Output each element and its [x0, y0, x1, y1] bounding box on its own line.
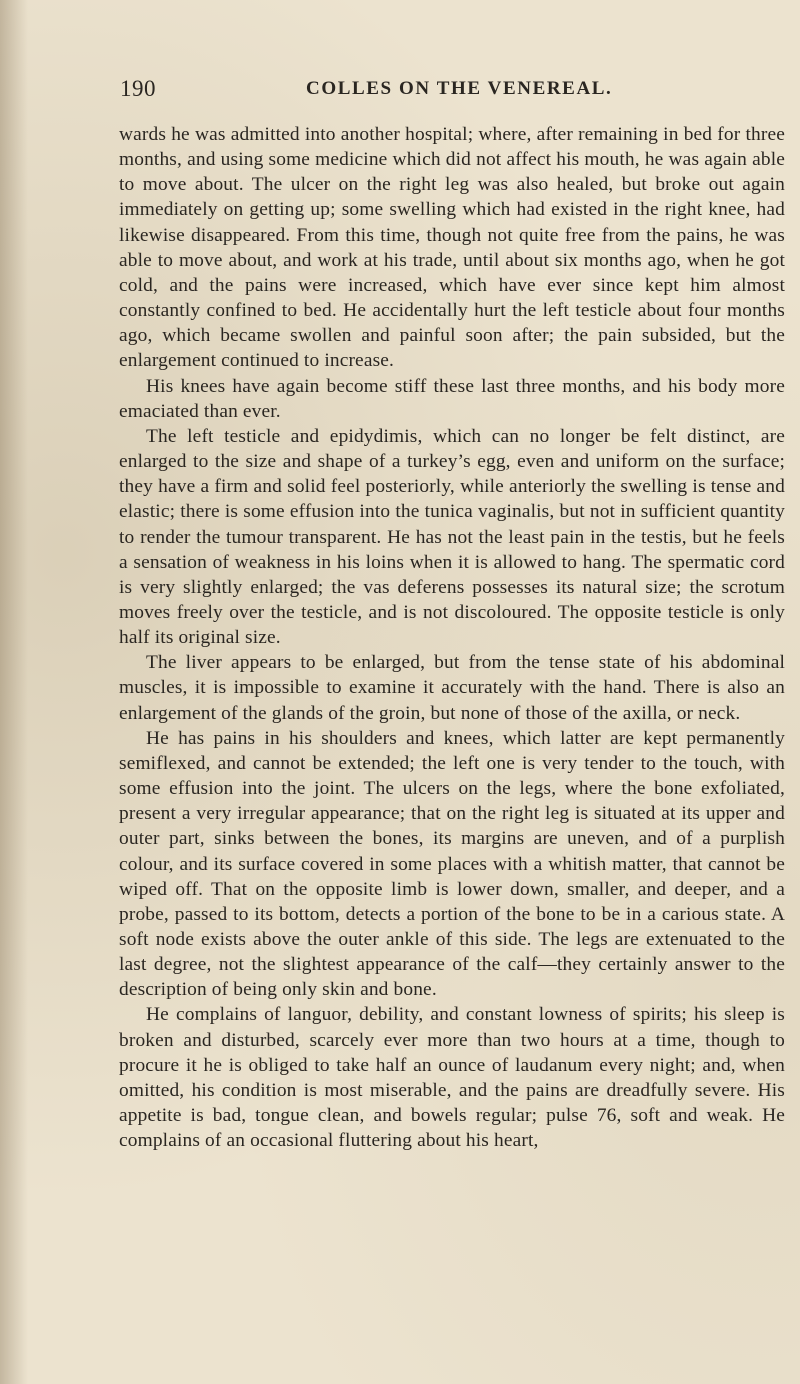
page-header: [120, 76, 790, 106]
paragraph: His knees have again become stiff these last three months, and his body more emaciated than ever.: [119, 375, 785, 422]
body-text: [119, 122, 785, 1153]
paragraph: The left testicle and epidydimis, which can no longer be felt distinct, are enlarged to the size and shape of a turkey’s egg, even and uniform on the surface; they have a firm and solid feel posteriorly, while anteriorly the swelling is tense and elastic; there is some effusion into the tunica vaginalis, but not in sufficient quantity to render the tumour transparent. He has not the least pain in the testis, but he feels a sensation of weakness in his loins when it is allowed to hang. The spermatic cord is very slightly enlarged; the vas deferens possesses its natural size; the scrotum moves freely over the testicle, and is not discoloured. The opposite testicle is only half its original size.: [119, 425, 785, 649]
page-number: 190: [120, 76, 156, 101]
paragraph: The liver appears to be enlarged, but from the tense state of his abdominal muscles, it is impossible to examine it accurately with the hand. There is also an enlargement of the glands of the groin, but none of those of the axilla, or neck.: [119, 652, 785, 724]
page-gutter-shadow: [0, 0, 28, 1384]
running-title: COLLES ON THE VENEREAL.: [306, 78, 613, 99]
paragraph: He has pains in his shoulders and knees, which latter are kept permanently semiflexed, and cannot be extended; the left one is very tender to the touch, with some effusion into the joint. The ulcers on the legs, where the bone exfoliated, present a very irregular appearance; that on the right leg is situated at its upper and outer part, sinks between the bones, its margins are uneven, and of a purplish colour, and its surface covered in some places with a whitish matter, that cannot be wiped off. That on the opposite limb is lower down, smaller, and deeper, and a probe, passed to its bottom, detects a portion of the bone to be in a carious state. A soft node exists above the outer ankle of this side. The legs are extenuated to the last degree, not the slightest appearance of the calf—they certainly answer to the description of being only skin and bone.: [119, 727, 785, 1001]
paragraph: He complains of languor, debility, and constant lowness of spirits; his sleep is broken and disturbed, scarcely ever more than two hours at a time, though to procure it he is obliged to take half an ounce of laudanum every night; and, when omitted, his condition is most miserable, and the pains are dreadfully severe. His appetite is bad, tongue clean, and bowels regular; pulse 76, soft and weak. He complains of an occasional fluttering about his heart,: [119, 1004, 785, 1152]
paragraph-continued: wards he was admitted into another hospital; where, after remaining in bed for three months, and using some medicine which did not affect his mouth, he was again able to move about. The ulcer on the right leg was also healed, but broke out again immediately on getting up; some swelling which had existed in the right knee, had likewise disappeared. From this time, though not quite free from the pains, he was able to move about, and work at his trade, until about six months ago, when he got cold, and the pains were increased, which have ever since kept him almost constantly confined to bed. He accidentally hurt the left testicle about four months ago, which became swollen and painful soon after; the pain subsided, but the enlargement continued to increase.: [119, 124, 785, 372]
